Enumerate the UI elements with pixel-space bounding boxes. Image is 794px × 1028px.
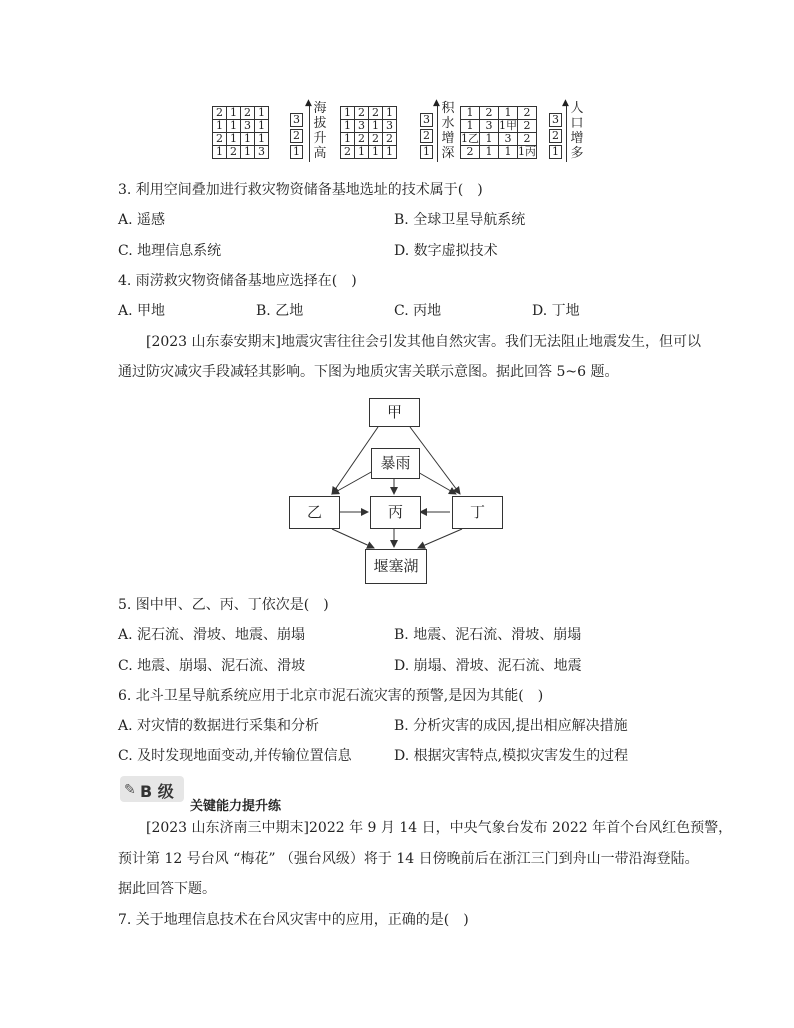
grid-cell: 2 — [383, 133, 397, 146]
passage-2-line-1: [2023 山东济南三中期末]2022 年 9 月 14 日，中央气象台发布 2022 年首个台风红色预警， — [146, 820, 733, 836]
grid-cell: 1 — [369, 120, 383, 133]
grid-cell: 1 — [341, 120, 355, 133]
label-population: 人 口 增 多 — [570, 101, 584, 161]
grid-cell: 1 — [355, 146, 369, 159]
arrow-baoyu-to-ding — [416, 471, 456, 494]
question-6-option-b[interactable]: B. 分析灾害的成因,提出相应解决措施 — [394, 718, 628, 734]
question-3-stem: 3. 利用空间叠加进行救灾物资储备基地选址的技术属于( ) — [118, 182, 483, 198]
legend-box: 3 — [420, 113, 433, 127]
legend-box: 1 — [290, 145, 303, 159]
grid-cell: 1 — [255, 120, 269, 133]
arrow-ding-to-lake — [418, 529, 462, 548]
label-waterlogging: 积 水 增 深 — [441, 101, 455, 161]
legend-box: 2 — [549, 129, 562, 143]
grid-cell: 1 — [461, 120, 480, 133]
grid-cell: 3 — [255, 146, 269, 159]
question-4-stem: 4. 雨涝救灾物资储备基地应选择在( ) — [118, 273, 357, 289]
node-bing: 丙 — [370, 496, 421, 529]
grid-cell: 1 — [241, 133, 255, 146]
level-badge-label: B 级 — [140, 782, 174, 801]
grid-cell: 1丙 — [518, 145, 536, 158]
question-4-option-c[interactable]: C. 丙地 — [394, 303, 442, 319]
grid-cell: 3 — [383, 120, 397, 133]
grid-cell: 1 — [383, 146, 397, 159]
question-5-option-c[interactable]: C. 地震、崩塌、泥石流、滑坡 — [118, 658, 306, 674]
arrow-baoyu-to-yi — [332, 471, 373, 494]
passage-1-line-1: [2023 山东泰安期末]地震灾害往往会引发其他自然灾害。我们无法阻止地震发生，但可以 — [146, 334, 702, 350]
grid-cell: 1 — [213, 120, 227, 133]
grid-cell: 1 — [369, 146, 383, 159]
grid-cell: 2 — [518, 120, 537, 133]
question-3-option-a[interactable]: A. 遥感 — [118, 212, 166, 228]
grid-cell: 2 — [213, 107, 227, 120]
legend-box: 1 — [420, 145, 433, 159]
grid-cell: 2 — [355, 133, 369, 146]
level-badge — [120, 776, 184, 802]
grid-cell: 2 — [227, 146, 241, 159]
grid-cell: 3 — [241, 120, 255, 133]
question-3-option-c[interactable]: C. 地理信息系统 — [118, 243, 222, 259]
grid-cell: 2 — [518, 133, 537, 146]
grid-cell: 2 — [369, 133, 383, 146]
question-4-option-a[interactable]: A. 甲地 — [118, 303, 166, 319]
question-3-option-b[interactable]: B. 全球卫星导航系统 — [394, 212, 526, 228]
grid-cell: 1 — [227, 133, 241, 146]
node-yi: 乙 — [289, 496, 340, 529]
question-5-stem: 5. 图中甲、乙、丙、丁依次是( ) — [118, 597, 329, 613]
label-elevation: 海 拔 升 高 — [313, 101, 327, 161]
grid-cell: 2 — [355, 107, 369, 120]
grid-cell: 1 — [480, 146, 499, 159]
legend-box: 1 — [549, 145, 562, 159]
grid-cell: 3 — [480, 120, 499, 133]
question-6-option-a[interactable]: A. 对灾情的数据进行采集和分析 — [118, 718, 320, 734]
grid-cell: 2 — [341, 146, 355, 159]
grid-cell: 2 — [213, 133, 227, 146]
legend-box: 2 — [420, 129, 433, 143]
legend-box: 3 — [290, 113, 303, 127]
node-ding: 丁 — [452, 496, 503, 529]
grid-cell: 1 — [383, 107, 397, 120]
legend-box: 2 — [290, 129, 303, 143]
passage-2-line-2: 预计第 12 号台风 “梅花” （强台风级）将于 14 日傍晚前后在浙江三门到舟山一带沿海登陆。 — [118, 851, 699, 867]
passage-1-line-2: 通过防灾减灾手段减轻其影响。下图为地质灾害关联示意图。据此回答 5~6 题。 — [118, 364, 619, 380]
grid-cell: 1 — [480, 133, 499, 146]
question-6-option-d[interactable]: D. 根据灾害特点,模拟灾害发生的过程 — [394, 748, 629, 764]
grid-cell: 1甲 — [499, 119, 517, 132]
grid-cell: 3 — [355, 120, 369, 133]
question-3-option-d[interactable]: D. 数字虚拟技术 — [394, 243, 498, 259]
arrow-head-icon: ▲ — [305, 98, 312, 108]
grid-cell: 1乙 — [461, 132, 479, 145]
grid-cell: 1 — [255, 133, 269, 146]
grid-cell: 1 — [213, 146, 227, 159]
grid-cell: 1 — [499, 107, 518, 120]
node-baoyu: 暴雨 — [371, 448, 420, 479]
question-4-option-d[interactable]: D. 丁地 — [532, 303, 580, 319]
arrow-head-icon: ▲ — [562, 98, 569, 108]
grid-cell: 1 — [499, 146, 518, 159]
node-yansaihu: 堰塞湖 — [365, 549, 427, 584]
arrow-yi-to-lake — [332, 529, 374, 548]
grid-cell: 3 — [499, 133, 518, 146]
grid-cell: 1 — [227, 107, 241, 120]
pencil-icon: ✎ — [124, 782, 136, 798]
question-6-option-c[interactable]: C. 及时发现地面变动,并传输位置信息 — [118, 748, 352, 764]
grid-cell: 2 — [480, 107, 499, 120]
grid-cell: 1 — [241, 146, 255, 159]
grid-cell: 1 — [227, 120, 241, 133]
question-5-option-b[interactable]: B. 地震、泥石流、滑坡、崩塌 — [394, 627, 582, 643]
section-title: 关键能力提升练 — [190, 799, 282, 814]
arrow-head-icon: ▲ — [433, 98, 440, 108]
question-7-stem: 7. 关于地理信息技术在台风灾害中的应用，正确的是( ) — [118, 912, 469, 928]
grid-cell: 1 — [461, 107, 480, 120]
question-5-option-d[interactable]: D. 崩塌、滑坡、泥石流、地震 — [394, 658, 582, 674]
passage-2-line-3: 据此回答下题。 — [118, 881, 216, 897]
legend-box: 3 — [549, 113, 562, 127]
grid-cell: 2 — [369, 107, 383, 120]
grid-cell: 2 — [461, 146, 480, 159]
grid-cell: 1 — [255, 107, 269, 120]
node-jia: 甲 — [369, 398, 420, 427]
question-4-option-b[interactable]: B. 乙地 — [256, 303, 304, 319]
grid-cell: 1 — [341, 133, 355, 146]
grid-cell: 2 — [241, 107, 255, 120]
question-6-stem: 6. 北斗卫星导航系统应用于北京市泥石流灾害的预警,是因为其能( ) — [118, 688, 544, 704]
grid-cell: 2 — [518, 107, 537, 120]
question-5-option-a[interactable]: A. 泥石流、滑坡、地震、崩塌 — [118, 627, 306, 643]
grid-cell: 1 — [341, 107, 355, 120]
